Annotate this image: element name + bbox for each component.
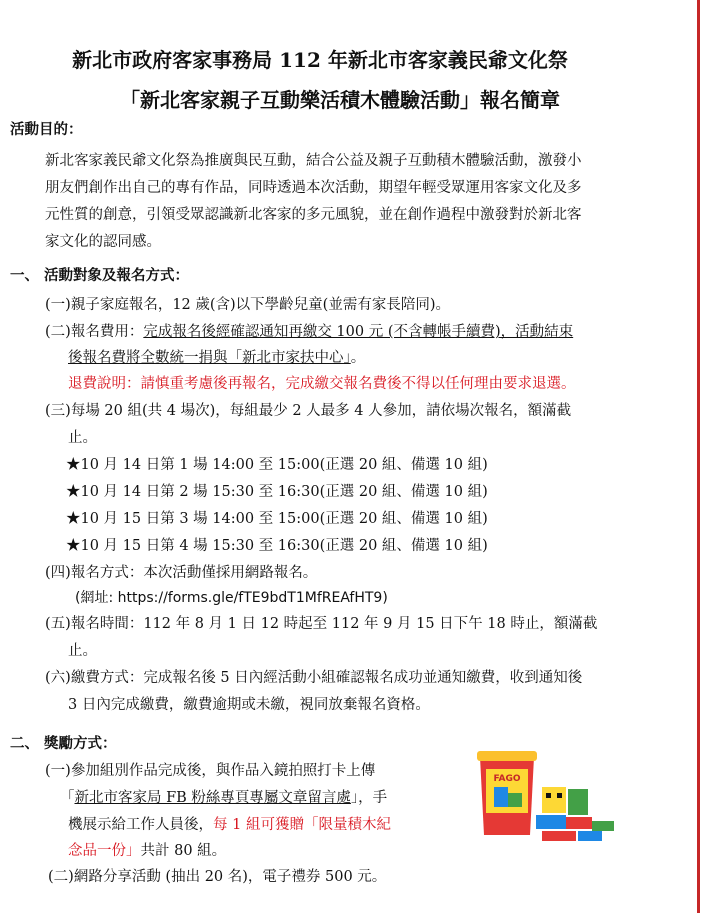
section2-item1-line4 xyxy=(68,841,226,861)
block-red-bottom xyxy=(542,831,576,841)
page-border-right xyxy=(697,0,700,913)
section1-heading: 一、 活動對象及報名方式： xyxy=(10,267,190,284)
section2-item1-line2 xyxy=(60,788,387,808)
quote-close: 」，手 xyxy=(350,790,388,806)
gift-text-cont: 念品一份」 xyxy=(68,843,141,859)
block-green-base xyxy=(592,821,614,831)
block-blue-bottom xyxy=(578,831,602,841)
section1-item4: (四)報名方式：本次活動僅採用網路報名。 xyxy=(45,565,318,581)
bucket-logo: FAGO xyxy=(493,774,521,784)
section2-item1-line1: (一)參加組別作品完成後，與作品入鏡拍照打卡上傳 xyxy=(45,763,376,779)
session-item: ★10 月 14 日第 2 場 15:30 至 16:30(正選 20 組、備選 10 組) xyxy=(66,484,488,500)
figure-eye xyxy=(546,793,551,798)
session-item: ★10 月 15 日第 3 場 14:00 至 15:00(正選 20 組、備選 10 組) xyxy=(66,511,488,527)
section1-item5-line1: (五)報名時間：112 年 8 月 1 日 12 時起至 112 年 9 月 15 日下午 18 時止，額滿截 xyxy=(45,616,598,632)
section1-item2-line2 xyxy=(68,348,365,368)
block-figure-head xyxy=(542,787,566,813)
bucket-lid xyxy=(477,751,537,761)
section1-item5-line2: 止。 xyxy=(68,643,97,659)
section1-item2-line1 xyxy=(45,322,573,342)
section1-item3-line1: (三)每場 20 組(共 4 場次)，每組最少 2 人最多 4 人參加，請依場次報名，額滿截 xyxy=(45,403,572,419)
item1-line3-text: 機展示給工作人員後， xyxy=(68,817,213,833)
building-blocks-image xyxy=(472,745,620,845)
purpose-line: 朋友們創作出自己的專有作品，同時透過本次活動，期望年輕受眾運用客家文化及多 xyxy=(45,180,582,196)
block-figure-green xyxy=(568,789,588,815)
registration-url[interactable]: (網址: https://forms.gle/fTE9bdT1MfREAfHT9) xyxy=(75,590,388,606)
title-line-1: 新北市政府客家事務局 112 年新北市客家義民爺文化祭 xyxy=(72,48,568,72)
section2-item2: (二)網路分享活動 (抽出 20 名)，電子禮券 500 元。 xyxy=(48,869,387,885)
block-green xyxy=(508,793,522,807)
purpose-line: 新北客家義民爺文化祭為推廣與民互動，結合公益及親子互動積木體驗活動，激發小 xyxy=(45,153,582,169)
item2-prefix: (二)報名費用： xyxy=(45,324,144,340)
block-blue xyxy=(494,787,508,807)
block-red-base xyxy=(566,817,592,829)
session-item: ★10 月 15 日第 4 場 15:30 至 16:30(正選 20 組、備選 10 組) xyxy=(66,538,488,554)
section1-item6-line1: (六)繳費方式：完成報名後 5 日內經活動小組確認報名成功並通知繳費，收到通知後 xyxy=(45,670,583,686)
section1-item3-line2: 止。 xyxy=(68,430,97,446)
section2-heading: 二、 獎勵方式： xyxy=(10,735,117,752)
figure-eye xyxy=(557,793,562,798)
gift-text: 每 1 組可獲贈「限量積木紀 xyxy=(213,817,391,833)
section2-item1-line3 xyxy=(68,815,391,835)
purpose-line: 元性質的創意，引領受眾認識新北客家的多元風貌，並在創作過程中激發對於新北客 xyxy=(45,207,582,223)
title-line-2: 「新北客家親子互動樂活積木體驗活動」報名簡章 xyxy=(120,88,560,112)
item2-donation-text: 後報名費將全數統一捐與「新北市家扶中心」 xyxy=(68,350,351,366)
purpose-line: 家文化的認同感。 xyxy=(45,234,161,250)
block-blue-base xyxy=(536,815,566,829)
item2-fee-text: 完成報名後經確認通知再繳交 100 元 (不含轉帳手續費)，活動結束 xyxy=(143,324,574,340)
item2-end: 。 xyxy=(350,350,366,366)
section1-item6-line2: 3 日內完成繳費，繳費逾期或未繳，視同放棄報名資格。 xyxy=(68,697,430,713)
section1-item1: (一)親子家庭報名，12 歲(含)以下學齡兒童(並需有家長陪同)。 xyxy=(45,297,450,313)
purpose-heading: 活動目的： xyxy=(10,121,83,138)
fb-page-text: 新北市客家局 FB 粉絲專頁專屬文章留言處 xyxy=(74,790,351,806)
session-item: ★10 月 14 日第 1 場 14:00 至 15:00(正選 20 組、備選 10 組) xyxy=(66,457,488,473)
quote-open: 「 xyxy=(60,790,75,806)
refund-note: 退費說明：請慎重考慮後再報名，完成繳交報名費後不得以任何理由要求退選。 xyxy=(68,376,576,392)
gift-count: 共計 80 組。 xyxy=(140,843,227,859)
